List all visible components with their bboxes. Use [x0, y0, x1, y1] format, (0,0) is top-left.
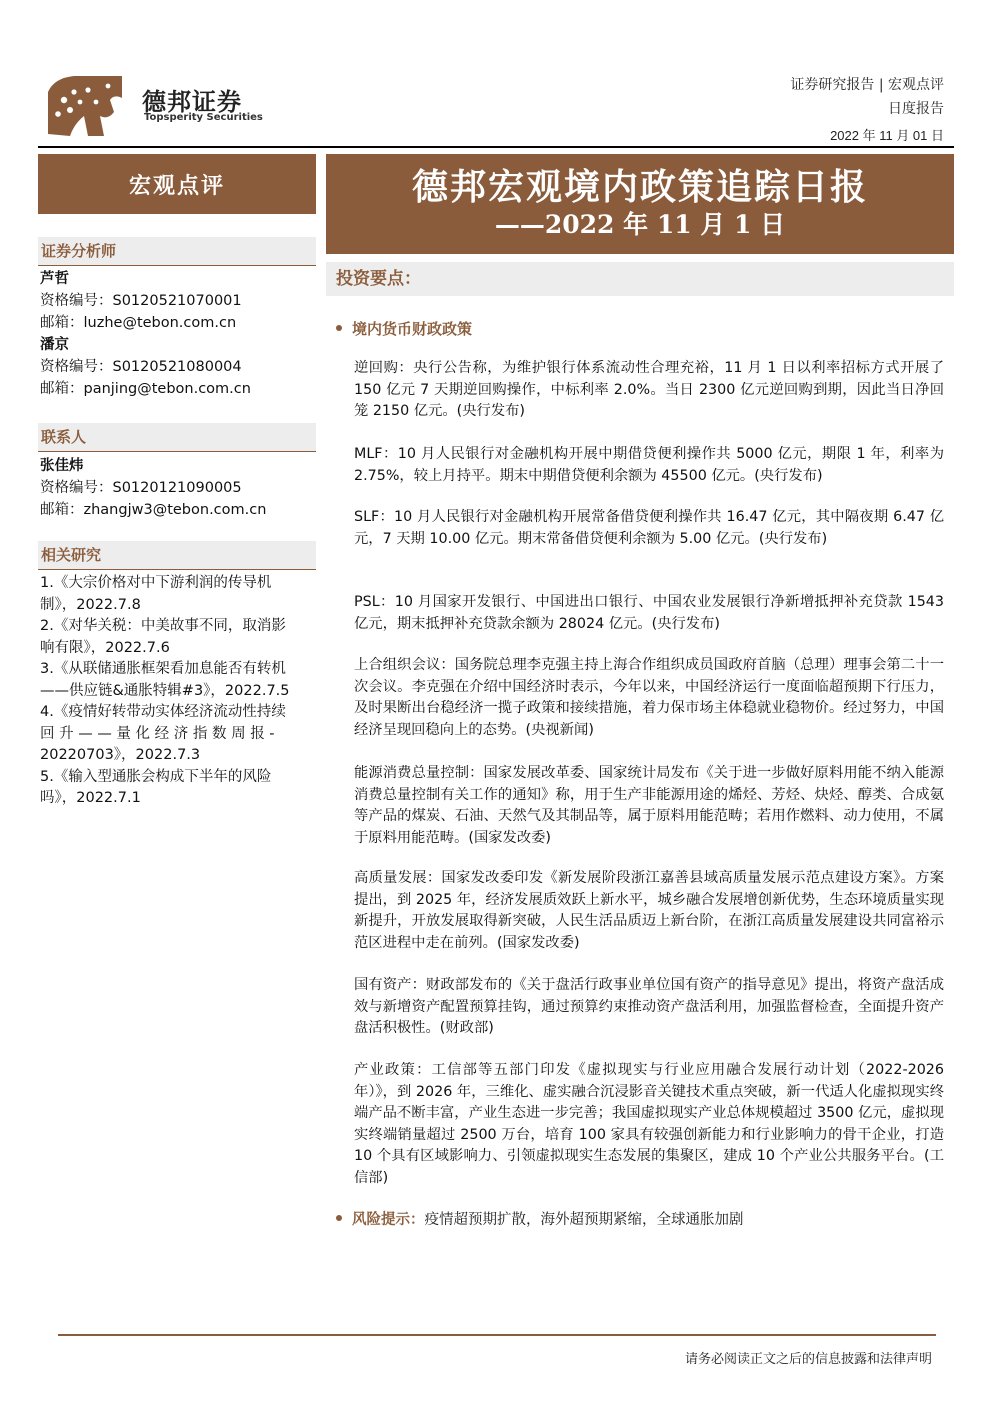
research-item[interactable]: ——供应链&通胀特辑#3》，2022.7.5: [40, 682, 290, 699]
contact-section-title: 联系人: [38, 423, 316, 451]
related-research-list: [40, 573, 316, 810]
research-section-title: 相关研究: [38, 541, 316, 569]
research-item[interactable]: 制》，2022.7.8: [40, 596, 141, 613]
paragraph-slf: SLF：10 月人民银行对金融机构开展常备借贷便利操作共 16.47 亿元，其中隔夜期 6.47 亿元，7 天期 10.00 亿元。期末常备借贷便利余额为 5.00 亿元。(央行发布): [354, 509, 944, 547]
section-divider: [38, 569, 316, 570]
paragraph-industry-policy: 产业政策：工信部等五部门印发《虚拟现实与行业应用融合发展行动计划（2022-2026 年）》，到 2026 年，三维化、虚实融合沉浸影音关键技术重点突破，新一代适人化虚拟现实终端产品不断丰富，产业生态进一步完善；我国虚拟现实产业总体规模超过 3500 亿元，虚拟现实终端销量超过 2500 万台，培育 100 家具有较强创新能力和行业影响力的骨干企业，打造 10 个具有区域影响力、引领虚拟现实生态发展的集聚区，建成 10 个产业公共服务平台。(工信部): [354, 1062, 944, 1186]
analyst-email[interactable]: 邮箱：panjing@tebon.com.cn: [40, 381, 251, 397]
contact-block: [40, 455, 316, 521]
section-heading-text: 境内货币财政政策: [352, 320, 473, 338]
section-heading: [336, 318, 472, 339]
logo-name-cn: 德邦证券: [142, 88, 242, 116]
report-frequency: 日度报告: [888, 101, 944, 117]
footer-divider: [58, 1334, 936, 1336]
category-banner: 宏观点评: [38, 154, 316, 214]
report-date: 2022 年 11 月 01 日: [830, 128, 944, 143]
analyst-email[interactable]: 邮箱：luzhe@tebon.com.cn: [40, 315, 237, 331]
paragraph-psl: PSL：10 月国家开发银行、中国进出口银行、中国农业发展银行净新增抵押补充贷款 1543 亿元，期末抵押补充贷款余额为 28024 亿元。(央行发布): [354, 594, 944, 632]
company-logo: [44, 72, 263, 142]
research-item[interactable]: 1.《大宗价格对中下游利润的传导机: [40, 575, 272, 591]
report-type: 证券研究报告 | 宏观点评: [790, 77, 944, 93]
contact-name: 张佳炜: [40, 457, 84, 474]
section-divider: [38, 451, 316, 452]
research-item[interactable]: 3.《从联储通胀框架看加息能否有转机: [40, 661, 286, 677]
research-item[interactable]: 吗》，2022.7.1: [40, 790, 141, 806]
header-divider: [38, 146, 954, 148]
paragraph-sco-meeting: 上合组织会议：国务院总理李克强主持上海合作组织成员国政府首脑（总理）理事会第二十一次会议。李克强在介绍中国经济时表示，今年以来，中国经济运行一度面临超预期下行压力，及时果断出台稳经济一揽子政策和接续措施，着力保市场主体稳就业稳物价。经过努力，中国经济呈现回稳向上的态势。(央视新闻): [354, 657, 944, 738]
research-item[interactable]: 回 升 — — 量 化 经 济 指 数 周 报 -: [40, 725, 275, 742]
contact-email[interactable]: 邮箱：zhangjw3@tebon.com.cn: [40, 502, 267, 518]
key-points-title: 投资要点：: [326, 262, 954, 296]
footer-disclaimer[interactable]: 请务必阅读正文之后的信息披露和法律声明: [684, 1352, 932, 1367]
risk-warning: [336, 1209, 946, 1231]
report-title: 德邦宏观境内政策追踪日报: [411, 166, 868, 208]
analysts-section-title: 证券分析师: [38, 237, 316, 265]
analyst-cert: 资格编号：S0120521080004: [40, 359, 242, 375]
leopard-logo-icon: [44, 72, 124, 140]
bullet-dot-icon: [336, 1215, 342, 1221]
analyst-name: 芦哲: [40, 270, 69, 287]
analyst-name: 潘京: [40, 336, 69, 353]
research-item[interactable]: 2.《对华关税：中美故事不同，取消影: [40, 618, 286, 634]
paragraph-high-quality: 高质量发展：国家发改委印发《新发展阶段浙江嘉善县域高质量发展示范点建设方案》。方案提出，到 2025 年，经济发展质效跃上新水平，城乡融合发展增创新优势，生态环境质量实现新提升，开放发展取得新突破，人民生活品质迈上新台阶，在浙江高质量发展建设共同富裕示范区进程中走在前列。(国家发改委): [354, 870, 944, 951]
paragraph-energy-control: 能源消费总量控制：国家发展改革委、国家统计局发布《关于进一步做好原料用能不纳入能源消费总量控制有关工作的通知》称，用于生产非能源用途的烯烃、芳烃、炔烃、醇类、合成氨等产品的煤炭、石油、天然气及其制品等，属于原料用能范畴；若用作燃料、动力使用，不属于原料用能范畴。(国家发改委): [354, 765, 944, 846]
title-banner: [326, 154, 954, 254]
bullet-dot-icon: [336, 325, 342, 331]
risk-text: 疫情超预期扩散，海外超预期紧缩，全球通胀加剧: [424, 1212, 744, 1228]
analyst-block: [40, 268, 316, 400]
research-item[interactable]: 20220703》，2022.7.3: [40, 747, 201, 763]
research-item[interactable]: 响有限》，2022.7.6: [40, 639, 170, 656]
section-divider: [38, 265, 316, 266]
research-item[interactable]: 5.《输入型通胀会构成下半年的风险: [40, 768, 272, 785]
logo-name-en: Topsperity Securities: [144, 112, 263, 123]
paragraph-reverse-repo: 逆回购：央行公告称，为维护银行体系流动性合理充裕，11 月 1 日以利率招标方式开展了 150 亿元 7 天期逆回购操作，中标利率 2.0%。当日 2300 亿元逆回购到期，因此当日净回笼 2150 亿元。(央行发布): [354, 360, 944, 419]
paragraph-mlf: MLF：10 月人民银行对金融机构开展中期借贷便利操作共 5000 亿元，期限 1 年，利率为 2.75%，较上月持平。期末中期借贷便利余额为 45500 亿元。(央行发布): [354, 446, 944, 484]
paragraph-state-assets: 国有资产：财政部发布的《关于盘活行政事业单位国有资产的指导意见》提出，将资产盘活成效与新增资产配置预算挂钩，通过预算约束推动资产盘活利用，加强监督检查，全面提升资产盘活积极性。(财政部): [354, 977, 944, 1036]
report-subtitle: ——2022 年 11 月 1 日: [494, 210, 786, 239]
contact-cert: 资格编号：S0120121090005: [40, 480, 242, 496]
analyst-cert: 资格编号：S0120521070001: [40, 293, 242, 309]
research-item[interactable]: 4.《疫情好转带动实体经济流动性持续: [40, 704, 286, 720]
risk-label: 风险提示：: [352, 1212, 425, 1228]
